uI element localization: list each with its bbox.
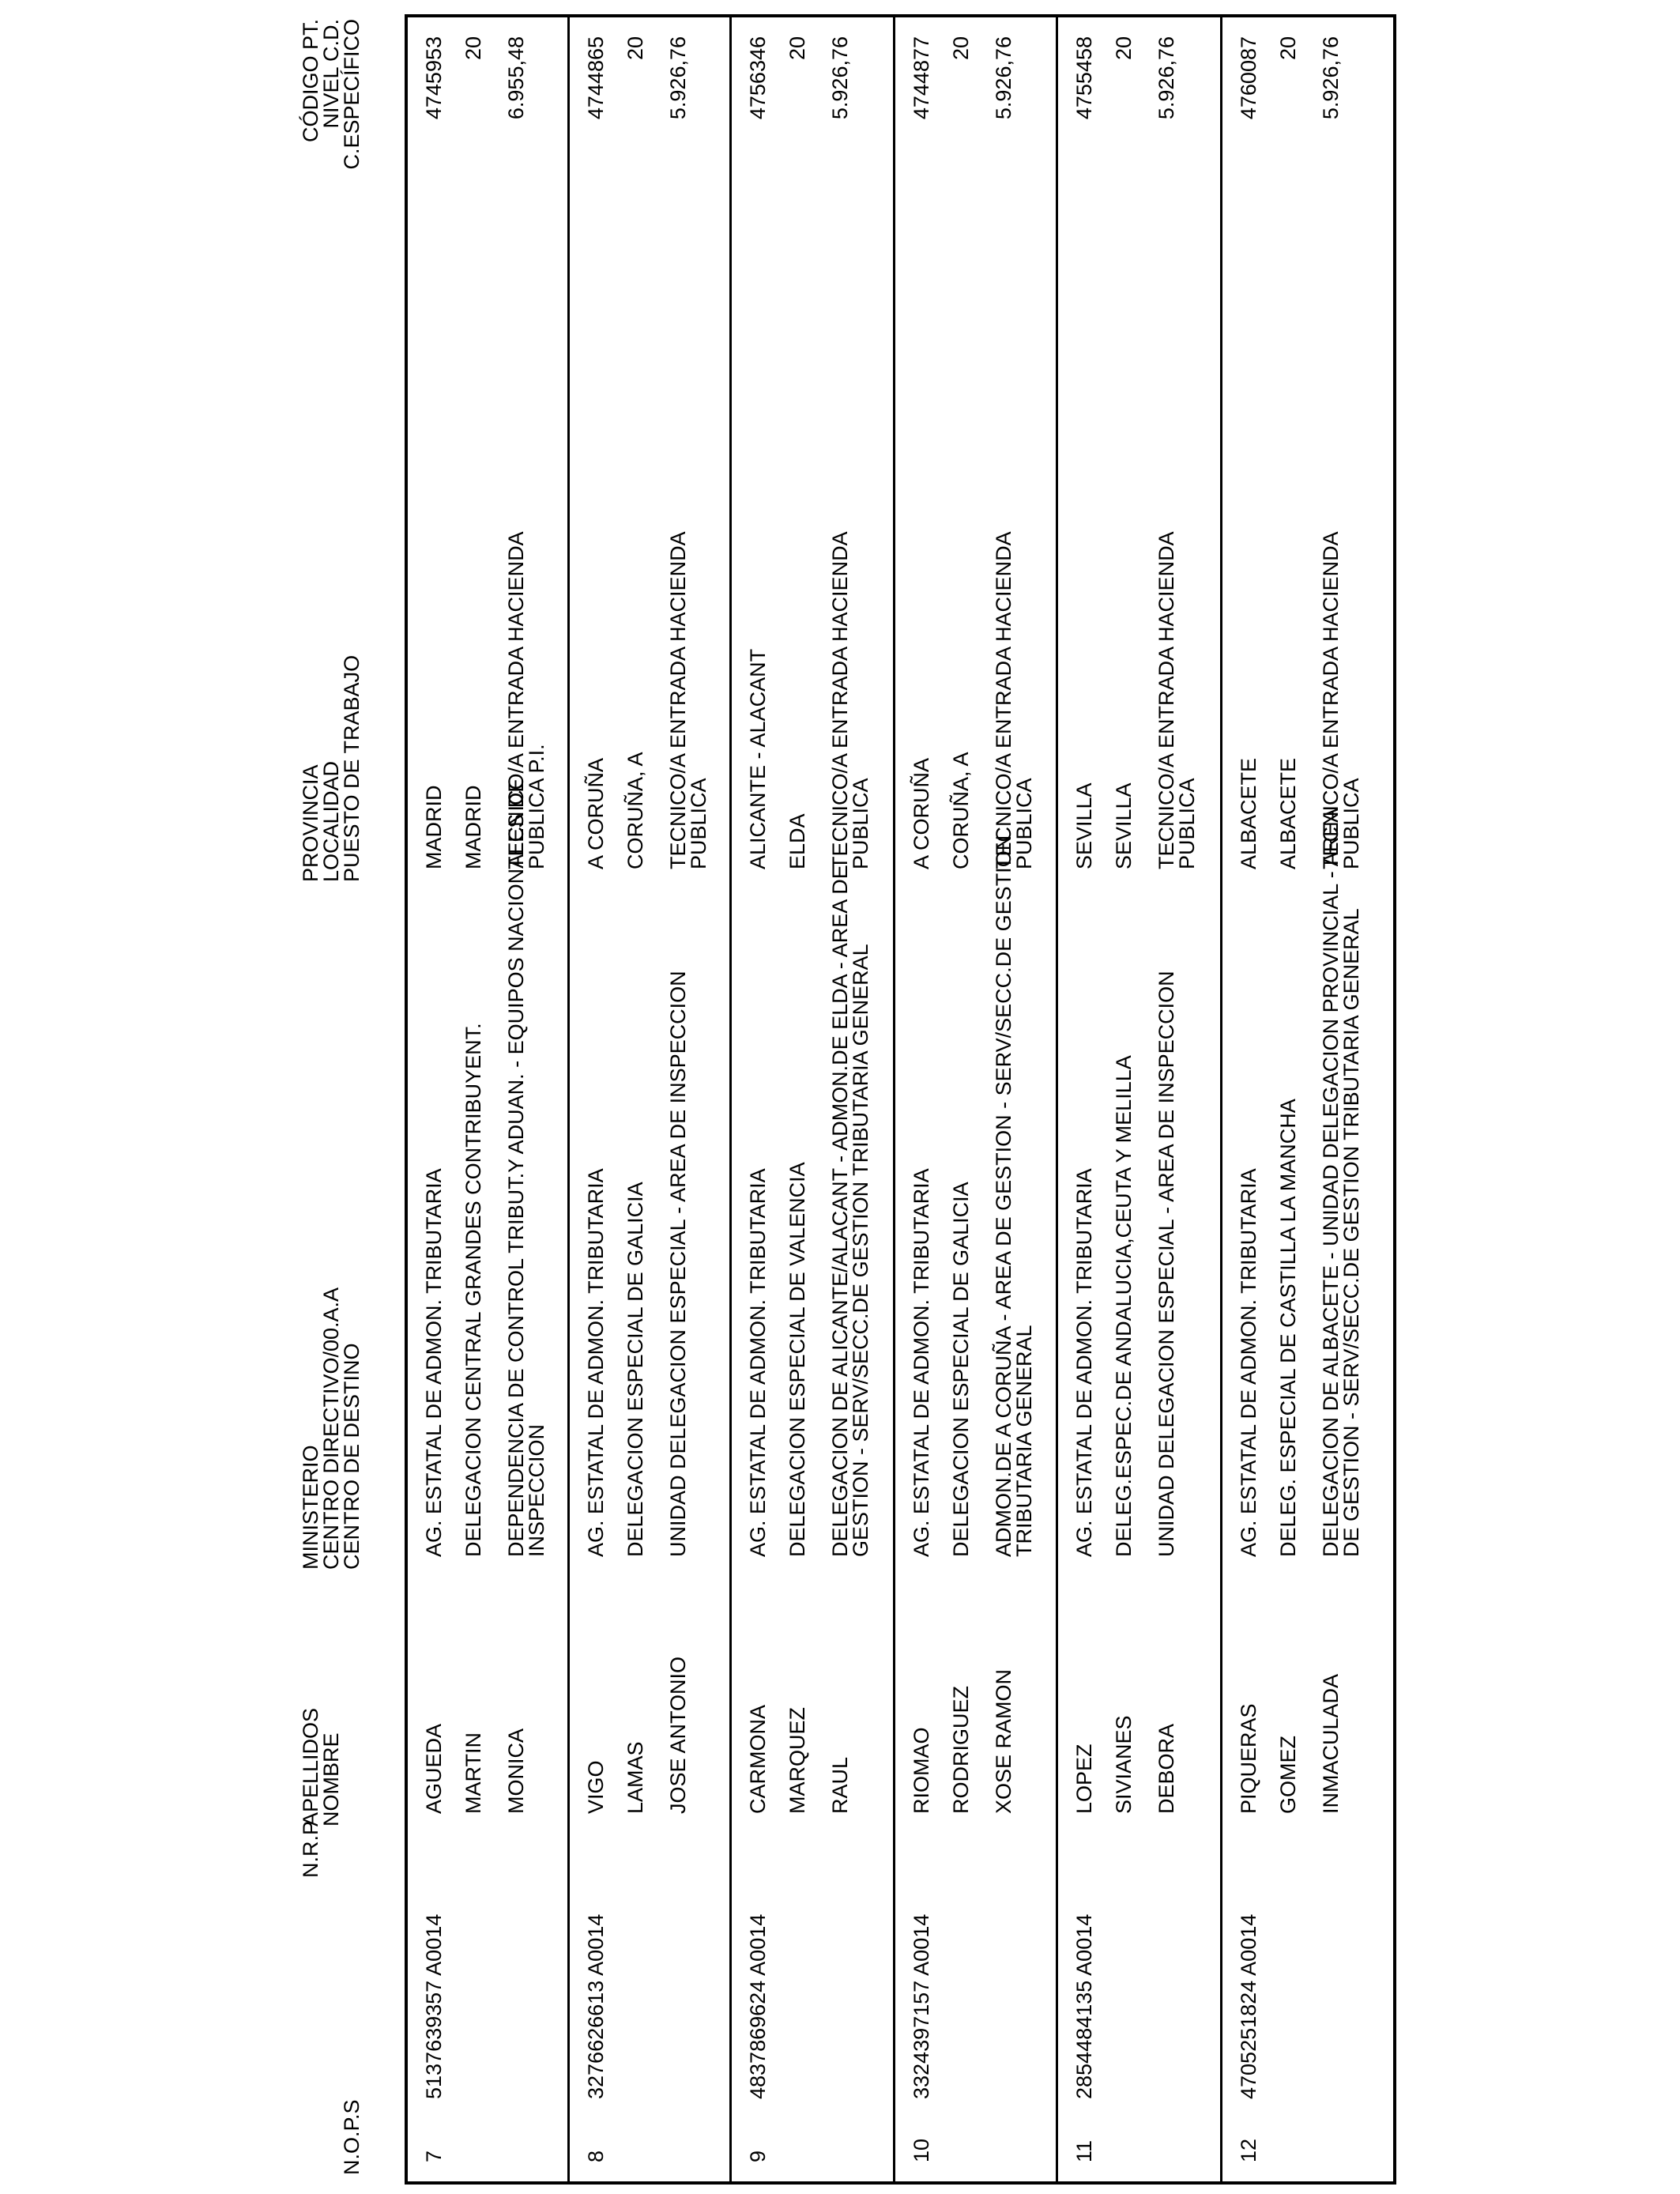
especifico-cell: 5.926,76 bbox=[828, 36, 852, 120]
nops-cell: 8 bbox=[584, 2150, 608, 2162]
localidad-cell: ELDA bbox=[785, 813, 809, 869]
centro-destino-line: DELEGACION DE ALBACETE - UNIDAD DELEGACION PROVINCIAL - AREA bbox=[1319, 808, 1343, 1557]
puesto-cell bbox=[1156, 531, 1197, 869]
header-provincia bbox=[300, 655, 362, 882]
header-nops-label: N.O.P.S bbox=[340, 2099, 363, 2175]
centro-directivo-cell: DELEG.ESPEC.DE ANDALUCIA,CEUTA Y MELILLA bbox=[1112, 1055, 1136, 1557]
nrp-cell: 3276626613 A0014 bbox=[584, 1913, 608, 2099]
puesto-line: PUBLICA P.I. bbox=[525, 744, 548, 869]
puesto-line: TECNICO/A ENTRADA HACIENDA bbox=[992, 531, 1015, 869]
header-localidad-label: LOCALIDAD bbox=[319, 760, 343, 882]
table-row bbox=[1222, 17, 1393, 2181]
table-row bbox=[895, 17, 1058, 2181]
nombre-cell: INMACULADA bbox=[1319, 1673, 1343, 1814]
nivel-cell: 20 bbox=[949, 36, 973, 61]
puesto-cell bbox=[830, 531, 871, 869]
apellido1-cell: VIGO bbox=[584, 1760, 608, 1814]
ministerio-cell: AG. ESTATAL DE ADMON. TRIBUTARIA bbox=[422, 1168, 446, 1557]
ministerio-cell: AG. ESTATAL DE ADMON. TRIBUTARIA bbox=[910, 1168, 933, 1557]
centro-directivo-cell: DELEGACION CENTRAL GRANDES CONTRIBUYENT. bbox=[461, 1023, 485, 1557]
header-nivel-label: NIVEL C.D. bbox=[319, 19, 343, 129]
apellido2-cell: MARQUEZ bbox=[785, 1707, 809, 1814]
puesto-line: PUBLICA bbox=[849, 778, 872, 869]
puesto-line: TECNICO/A ENTRADA HACIENDA bbox=[504, 531, 528, 869]
especifico-cell: 5.926,76 bbox=[666, 36, 690, 120]
nrp-cell: 2854484135 A0014 bbox=[1072, 1913, 1096, 2099]
apellido1-cell: CARMONA bbox=[746, 1704, 770, 1814]
nivel-cell: 20 bbox=[785, 36, 809, 61]
provincia-cell: ALBACETE bbox=[1237, 757, 1260, 869]
provincia-cell: SEVILLA bbox=[1072, 782, 1096, 869]
header-ministerio-label: MINISTERIO bbox=[299, 1445, 322, 1570]
nrp-cell: 5137639357 A0014 bbox=[422, 1913, 446, 2099]
apellido2-cell: SIVIANES bbox=[1112, 1715, 1136, 1814]
localidad-cell: ALBACETE bbox=[1276, 757, 1300, 869]
header-centro-destino-label: CENTRO DE DESTINO bbox=[340, 1343, 363, 1570]
header-puesto-label: PUESTO DE TRABAJO bbox=[340, 654, 363, 882]
header-codigo-label: CÓDIGO PT. bbox=[299, 19, 322, 143]
apellido2-cell: LAMAS bbox=[623, 1741, 647, 1814]
header-nrp-label: N.R.P bbox=[299, 1820, 322, 1878]
ministerio-cell: AG. ESTATAL DE ADMON. TRIBUTARIA bbox=[746, 1168, 770, 1557]
header-apellidos-label: APELLIDOS bbox=[299, 1707, 322, 1826]
table-row bbox=[1058, 17, 1222, 2181]
header-centro bbox=[300, 1287, 362, 1570]
puesto-line: TECNICO/A ENTRADA HACIENDA bbox=[1319, 531, 1343, 869]
table-row bbox=[408, 17, 570, 2181]
records-table bbox=[405, 14, 1396, 2185]
centro-destino-line: TRIBUTARIA GENERAL bbox=[1012, 1325, 1036, 1557]
provincia-cell: A CORUÑA bbox=[910, 757, 933, 869]
nombre-cell: DEBORA bbox=[1155, 1723, 1178, 1814]
header-provincia-label: PROVINCIA bbox=[299, 764, 322, 882]
header-nrp bbox=[300, 1821, 321, 1878]
centro-directivo-cell: DELEGACION ESPECIAL DE GALICIA bbox=[623, 1182, 647, 1557]
centro-destino-cell bbox=[506, 778, 547, 1557]
nrp-cell: 4705251824 A0014 bbox=[1237, 1913, 1260, 2099]
table-row bbox=[732, 17, 895, 2181]
nops-cell: 11 bbox=[1072, 2139, 1096, 2162]
localidad-cell: CORUÑA, A bbox=[623, 752, 647, 869]
centro-destino-cell bbox=[993, 835, 1034, 1557]
puesto-cell bbox=[993, 531, 1034, 869]
centro-destino-line: ADMON.DE A CORUÑA - AREA DE GESTION - SERV/SECC.DE GESTION bbox=[992, 835, 1015, 1557]
apellido1-cell: LOPEZ bbox=[1072, 1744, 1096, 1814]
puesto-line: PUBLICA bbox=[687, 778, 710, 869]
provincia-cell: A CORUÑA bbox=[584, 757, 608, 869]
centro-destino-line: UNIDAD DELEGACION ESPECIAL - AREA DE INSPECCION bbox=[1155, 971, 1178, 1557]
nops-cell: 7 bbox=[422, 2150, 446, 2162]
centro-destino-line: DELEGACION DE ALICANTE/ALACANT - ADMON.DE ELDA - AREA DE bbox=[828, 865, 852, 1557]
nivel-cell: 20 bbox=[1112, 36, 1136, 61]
localidad-cell: CORUÑA, A bbox=[949, 752, 973, 869]
centro-destino-line: GESTION - SERV/SECC.DE GESTION TRIBUTARIA GENERAL bbox=[849, 944, 872, 1557]
ministerio-cell: AG. ESTATAL DE ADMON. TRIBUTARIA bbox=[1237, 1168, 1260, 1557]
puesto-line: TECNICO/A ENTRADA HACIENDA bbox=[666, 531, 690, 869]
apellido2-cell: RODRIGUEZ bbox=[949, 1686, 973, 1814]
puesto-cell bbox=[668, 531, 709, 869]
nivel-cell: 20 bbox=[461, 36, 485, 61]
puesto-line: PUBLICA bbox=[1012, 778, 1036, 869]
codigo-cell: 4744865 bbox=[584, 36, 608, 120]
codigo-cell: 4744877 bbox=[910, 36, 933, 120]
puesto-line: TECNICO/A ENTRADA HACIENDA bbox=[828, 531, 852, 869]
nombre-cell: MONICA bbox=[504, 1728, 528, 1814]
especifico-cell: 5.926,76 bbox=[1319, 36, 1343, 120]
table-row bbox=[570, 17, 732, 2181]
nrp-cell: 4837869624 A0014 bbox=[746, 1913, 770, 2099]
nops-cell: 10 bbox=[910, 2138, 933, 2162]
centro-directivo-cell: DELEGACION ESPECIAL DE VALENCIA bbox=[785, 1162, 809, 1557]
apellido1-cell: RIOMAO bbox=[910, 1727, 933, 1814]
provincia-cell: ALICANTE - ALACANT bbox=[746, 648, 770, 869]
nivel-cell: 20 bbox=[1276, 36, 1300, 61]
centro-directivo-cell: DELEG. ESPECIAL DE CASTILLA LA MANCHA bbox=[1276, 1099, 1300, 1557]
puesto-line: PUBLICA bbox=[1175, 778, 1199, 869]
centro-directivo-cell: DELEGACION ESPECIAL DE GALICIA bbox=[949, 1182, 973, 1557]
header-centro-directivo-label: CENTRO DIRECTIVO/00.A.A bbox=[319, 1287, 343, 1570]
nombre-cell: RAUL bbox=[828, 1756, 852, 1814]
centro-destino-cell bbox=[1320, 809, 1362, 1557]
centro-destino-line: DEPENDENCIA DE CONTROL TRIBUT.Y ADUAN. - EQUIPOS NACIONALES DE bbox=[504, 778, 528, 1557]
centro-destino-line: INSPECCION bbox=[525, 1423, 548, 1557]
codigo-cell: 4755458 bbox=[1072, 36, 1096, 120]
ministerio-cell: AG. ESTATAL DE ADMON. TRIBUTARIA bbox=[584, 1168, 608, 1557]
nops-cell: 12 bbox=[1237, 2138, 1260, 2162]
nivel-cell: 20 bbox=[623, 36, 647, 61]
centro-destino-line: UNIDAD DELEGACION ESPECIAL - AREA DE INSPECCION bbox=[666, 971, 690, 1557]
puesto-cell bbox=[1320, 531, 1362, 869]
header-especifico-label: C.ESPECÍFICO bbox=[340, 19, 363, 170]
nrp-cell: 3324397157 A0014 bbox=[910, 1913, 933, 2099]
apellido2-cell: MARTIN bbox=[461, 1732, 485, 1814]
provincia-cell: MADRID bbox=[422, 785, 446, 869]
apellido2-cell: GOMEZ bbox=[1276, 1736, 1300, 1814]
especifico-cell: 6.955,48 bbox=[504, 36, 528, 120]
localidad-cell: SEVILLA bbox=[1112, 782, 1136, 869]
ministerio-cell: AG. ESTATAL DE ADMON. TRIBUTARIA bbox=[1072, 1168, 1096, 1557]
especifico-cell: 5.926,76 bbox=[992, 36, 1015, 120]
header-apellidos bbox=[300, 1708, 341, 1826]
centro-destino-cell bbox=[830, 865, 871, 1557]
puesto-line: PUBLICA bbox=[1339, 778, 1363, 869]
nombre-cell: JOSE ANTONIO bbox=[666, 1656, 690, 1814]
codigo-cell: 4760087 bbox=[1237, 36, 1260, 120]
nombre-cell: XOSE RAMON bbox=[992, 1668, 1015, 1814]
especifico-cell: 5.926,76 bbox=[1155, 36, 1178, 120]
localidad-cell: MADRID bbox=[461, 785, 485, 869]
codigo-cell: 4756346 bbox=[746, 36, 770, 120]
header-codigo bbox=[300, 19, 362, 170]
codigo-cell: 4745953 bbox=[422, 36, 446, 120]
apellido1-cell: PIQUERAS bbox=[1237, 1703, 1260, 1814]
centro-destino-cell bbox=[668, 971, 688, 1557]
nops-cell: 9 bbox=[746, 2150, 770, 2162]
centro-destino-line: DE GESTION - SERV/SECC.DE GESTION TRIBUTARIA GENERAL bbox=[1339, 908, 1363, 1557]
apellido1-cell: AGUEDA bbox=[422, 1723, 446, 1814]
header-nombre-label: NOMBRE bbox=[319, 1732, 343, 1826]
centro-destino-cell bbox=[1156, 971, 1177, 1557]
puesto-cell bbox=[506, 531, 547, 869]
puesto-line: TECNICO/A ENTRADA HACIENDA bbox=[1155, 531, 1178, 869]
